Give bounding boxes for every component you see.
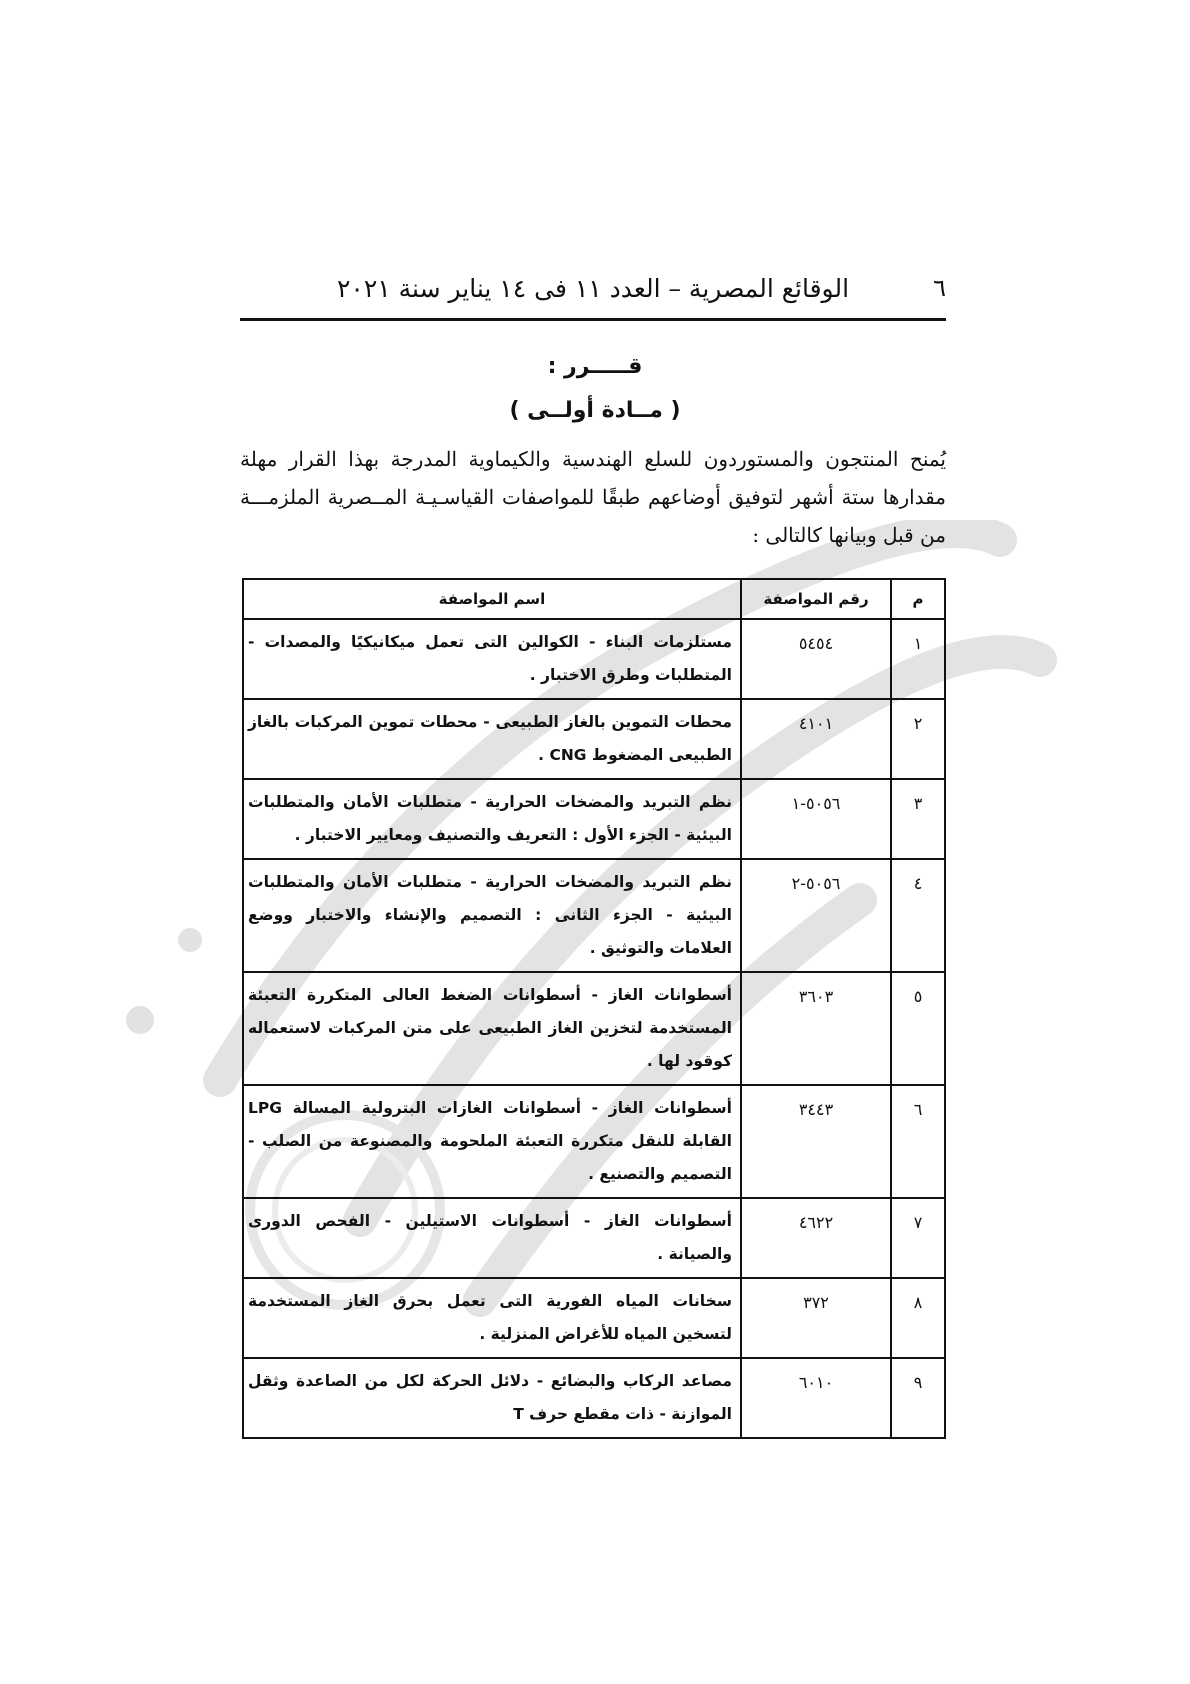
spec-code: ٣٦٠٣ [741,972,891,1085]
table-row [243,619,945,699]
table-header-row [243,579,945,619]
table-row [243,859,945,972]
decision-heading: قـــــرر : [547,354,643,379]
table-row [243,699,945,779]
specifications-table [242,578,946,1439]
header-name: اسم المواصفة [243,579,741,619]
intro-line: مقدارها ستة أشهر لتوفيق أوضاعهم طبقًا للمواصفات القياسـيـة المــصرية الملزمـــة [240,485,946,509]
spec-code: ٥٠٥٦-٢ [741,859,891,972]
page-number: ٦ [933,274,946,302]
table-row [243,1085,945,1198]
spec-code: ٥٤٥٤ [741,619,891,699]
row-number: ٢ [891,699,945,779]
intro-line: من قبل وبيانها كالتالى : [752,523,946,547]
row-number: ٣ [891,779,945,859]
spec-name: أسطوانات الغاز - أسطوانات الاستيلين - الفحص الدورى والصيانة . [243,1198,741,1278]
row-number: ٩ [891,1358,945,1438]
spec-code: ٣٧٢ [741,1278,891,1358]
row-number: ٨ [891,1278,945,1358]
row-number: ١ [891,619,945,699]
article-heading: ( مــادة أولــى ) [509,398,681,423]
table-row [243,1198,945,1278]
row-number: ٤ [891,859,945,972]
spec-name: مستلزمات البناء - الكوالين التى تعمل ميكانيكيًا والمصدات - المتطلبات وطرق الاختبار . [243,619,741,699]
spec-code: ٣٤٤٣ [741,1085,891,1198]
running-title: الوقائع المصرية – العدد ١١ فى ١٤ يناير سنة ٢٠٢١ [336,273,850,303]
header-code: رقم المواصفة [741,579,891,619]
spec-name: محطات التموين بالغاز الطبيعى - محطات تموين المركبات بالغاز الطبيعى المضغوط CNG . [243,699,741,779]
spec-name: مصاعد الركاب والبضائع - دلائل الحركة لكل من الصاعدة وثقل الموازنة - ذات مقطع حرف T [243,1358,741,1438]
table-row [243,1358,945,1438]
spec-name: نظم التبريد والمضخات الحرارية - متطلبات الأمان والمتطلبات البيئية - الجزء الثانى : التصميم والإنشاء والاختبار ووضع العلامات والتوثيق . [243,859,741,972]
table-row [243,779,945,859]
page-header [240,268,946,308]
row-number: ٦ [891,1085,945,1198]
row-number: ٧ [891,1198,945,1278]
spec-name: أسطوانات الغاز - أسطوانات الضغط العالى المتكررة التعبئة المستخدمة لتخزين الغاز الطبيعى على متن المركبات لاستعماله كوقود لها . [243,972,741,1085]
table-row [243,972,945,1085]
spec-name: سخانات المياه الفورية التى تعمل بحرق الغاز المستخدمة لتسخين المياه للأغراض المنزلية . [243,1278,741,1358]
header-divider [240,318,946,321]
spec-name: نظم التبريد والمضخات الحرارية - متطلبات الأمان والمتطلبات البيئية - الجزء الأول : التعريف والتصنيف ومعايير الاختبار . [243,779,741,859]
row-number: ٥ [891,972,945,1085]
spec-code: ٤٦٢٢ [741,1198,891,1278]
intro-paragraph [240,440,946,554]
table-row [243,1278,945,1358]
spec-code: ٥٠٥٦-١ [741,779,891,859]
spec-name: أسطوانات الغاز - أسطوانات الغازات البترولية المسالة LPG القابلة للنقل متكررة التعبئة الملحومة والمصنوعة من الصلب - التصميم والتصنيع . [243,1085,741,1198]
header-num: م [891,579,945,619]
spec-code: ٦٠١٠ [741,1358,891,1438]
intro-line: يُمنح المنتجون والمستوردون للسلع الهندسية والكيماوية المدرجة بهذا القرار مهلة [240,447,946,471]
spec-code: ٤١٠١ [741,699,891,779]
